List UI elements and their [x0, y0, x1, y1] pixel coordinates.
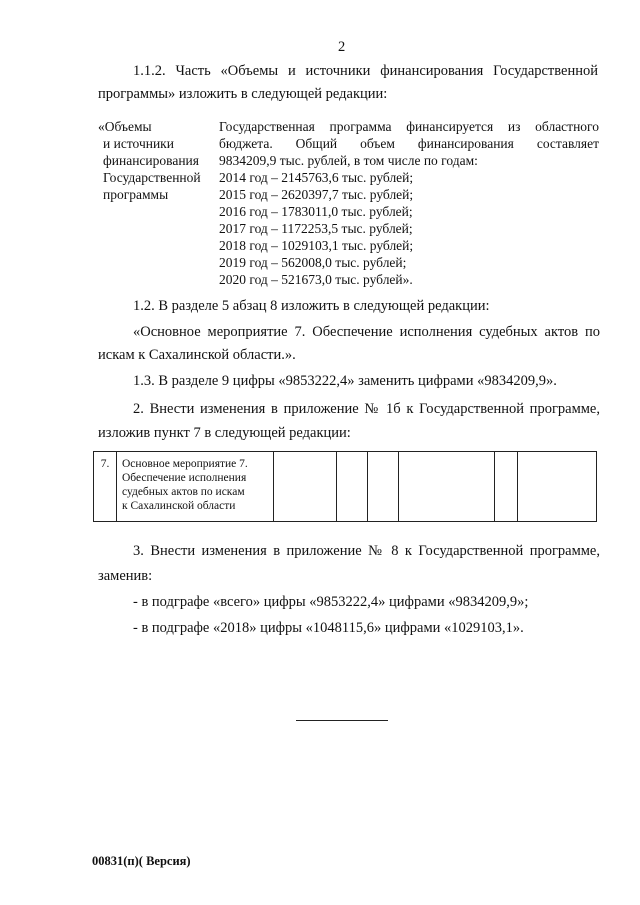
table-cell-empty [337, 452, 368, 522]
year-2017: 2017 год – 1172253,5 тыс. рублей; [219, 221, 413, 236]
paragraph-2-line1: 2. Внести изменения в приложение № 1б к Государственной программе, [133, 401, 600, 417]
paragraph-3-line2: заменив: [98, 568, 153, 584]
paragraph-1-3: 1.3. В разделе 9 цифры «9853222,4» заменить цифрами «9834209,9». [133, 373, 557, 389]
year-2020: 2020 год – 521673,0 тыс. рублей». [219, 272, 413, 287]
list-item-2018: - в подграфе «2018» цифры «1048115,6» цифрами «1029103,1». [133, 620, 524, 636]
year-2019: 2019 год – 562008,0 тыс. рублей; [219, 255, 407, 270]
separator-line [296, 720, 388, 721]
table-cell-empty [399, 452, 495, 522]
paragraph-quote-line1: «Основное мероприятие 7. Обеспечение исполнения судебных актов по [133, 324, 600, 340]
paragraph-2-line2: изложив пункт 7 в следующей редакции: [98, 425, 351, 441]
paragraph-1-2: 1.2. В разделе 5 абзац 8 изложить в следующей редакции: [133, 298, 490, 314]
paragraph-1-1-2-line2: программы» изложить в следующей редакции: [98, 86, 388, 102]
page-number: 2 [338, 39, 346, 55]
table-cell-empty [518, 452, 597, 522]
paragraph-1-1-2-line1: 1.1.2. Часть «Объемы и источники финансирования Государственной [133, 63, 598, 79]
table-cell-number: 7. [94, 452, 117, 522]
table-cell-empty [368, 452, 399, 522]
table-cell-empty [274, 452, 337, 522]
year-2016: 2016 год – 1783011,0 тыс. рублей; [219, 204, 413, 219]
paragraph-3-line1: 3. Внести изменения в приложение № 8 к Государственной программе, [133, 543, 600, 559]
paragraph-quote-line2: искам к Сахалинской области.». [98, 347, 296, 363]
year-2014: 2014 год – 2145763,6 тыс. рублей; [219, 170, 414, 185]
table-cell-description: Основное мероприятие 7. Обеспечение исполнения судебных актов по искам к Сахалинской области [117, 452, 274, 522]
table-cell-empty [495, 452, 518, 522]
year-2015: 2015 год – 2620397,7 тыс. рублей; [219, 187, 414, 202]
list-item-vsego: - в подграфе «всего» цифры «9853222,4» цифрами «9834209,9»; [133, 594, 529, 610]
year-2018: 2018 год – 1029103,1 тыс. рублей; [219, 238, 414, 253]
amendment-table [93, 451, 597, 522]
footer-code: 00831(п)( Версия) [92, 854, 191, 868]
